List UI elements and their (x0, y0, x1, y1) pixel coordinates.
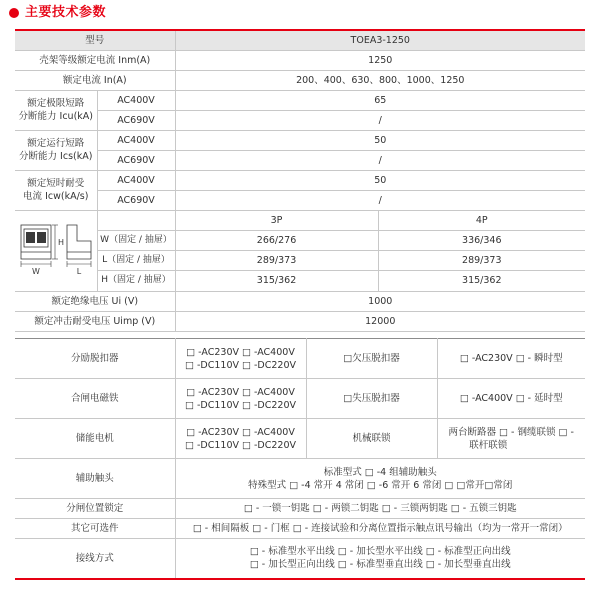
impulse-voltage-value: 12000 (175, 311, 585, 331)
motor-option-ac: □ -AC230V □ -AC400V (186, 426, 295, 438)
icw-ac690v-label: AC690V (97, 190, 175, 210)
dimension-l-4p: 289/373 (378, 251, 585, 271)
ics-ac400v-value: 50 (175, 130, 585, 150)
icw-row-ac400v (15, 170, 585, 190)
closing-coil-option-dc: □ -DC110V □ -DC220V (184, 399, 297, 411)
shunt-release-options (175, 339, 306, 379)
impulse-voltage-row (15, 311, 585, 331)
wiring-row (15, 539, 585, 579)
insulation-voltage-label: 额定绝缘电压 Ui (V) (15, 291, 175, 311)
pole-3p-header: 3P (175, 210, 378, 230)
closing-coil-label: 合闸电磁铁 (15, 379, 175, 419)
shunt-release-label: 分励脱扣器 (15, 339, 175, 379)
side-view (67, 225, 91, 259)
auxiliary-contacts-options (175, 459, 585, 499)
other-options-list: □ - 相间隔板 □ - 门框 □ - 连接试验和分离位置指示触点讯号输出（均为一常开一常闭） (175, 519, 585, 539)
dimension-row-l (15, 251, 585, 271)
mechanical-interlock-option-line1: 两台断路器 □ - 钢缆联锁 □ - (448, 426, 574, 438)
auxiliary-contacts-label: 辅助触头 (15, 459, 175, 499)
closing-coil-options (175, 379, 306, 419)
dimension-l-3p: 289/373 (175, 251, 378, 271)
frame-current-label: 壳架等级额定电流 Inm(A) (15, 50, 175, 70)
front-view-block-left (26, 232, 35, 243)
rated-current-value: 200、400、630、800、1000、1250 (175, 70, 585, 90)
icw-label (15, 170, 97, 210)
dimension-w-label: W（固定 / 抽屉） (97, 230, 175, 250)
motor-option-dc: □ -DC110V □ -DC220V (184, 439, 297, 451)
mechanical-interlock-label: 机械联锁 (306, 419, 437, 459)
dimension-h-3p: 315/362 (175, 271, 378, 291)
icu-ac690v-label: AC690V (97, 110, 175, 130)
section-heading (9, 4, 106, 22)
frame-current-value: 1250 (175, 50, 585, 70)
frame-current-row (15, 50, 585, 70)
icu-ac690v-value: / (175, 110, 585, 130)
model-value: TOEA3-1250 (175, 30, 585, 50)
icw-label-line1: 额定短时耐受 (27, 178, 85, 189)
icu-label-line2: 分断能力 Icu(kA) (18, 111, 93, 122)
icu-ac400v-label: AC400V (97, 90, 175, 110)
wiring-options (175, 539, 585, 579)
closing-coil-row (15, 379, 585, 419)
red-bullet-icon (9, 8, 19, 18)
icu-row-ac400v (15, 90, 585, 110)
icu-row-ac690v (15, 110, 585, 130)
dimension-diagram-cell (15, 210, 97, 291)
model-row (15, 30, 585, 50)
motor-options (175, 419, 306, 459)
insulation-voltage-row (15, 291, 585, 311)
impulse-voltage-label: 额定冲击耐受电压 Uimp (V) (15, 311, 175, 331)
poles-header-spacer (97, 210, 175, 230)
motor-label: 储能电机 (15, 419, 175, 459)
dimension-l-label: L（固定 / 抽屉） (97, 251, 175, 271)
dimension-w-4p: 336/346 (378, 230, 585, 250)
no-voltage-release-options: □ -AC400V □ - 延时型 (437, 379, 585, 419)
icw-row-ac690v (15, 190, 585, 210)
open-position-lock-row (15, 499, 585, 519)
dimension-row-h (15, 271, 585, 291)
other-options-row (15, 519, 585, 539)
ics-label-line1: 额定运行短路 (27, 138, 85, 149)
wiring-label: 接线方式 (15, 539, 175, 579)
mechanical-interlock-options (437, 419, 585, 459)
insulation-voltage-value: 1000 (175, 291, 585, 311)
side-view-outline (67, 225, 91, 259)
closing-coil-option-ac: □ -AC230V □ -AC400V (186, 386, 295, 398)
icu-label (15, 90, 97, 130)
front-view-outline (21, 225, 51, 259)
dimension-row-w (15, 230, 585, 250)
shunt-release-option-dc: □ -DC110V □ -DC220V (184, 359, 297, 371)
open-position-lock-options: □ - 一锁一钥匙 □ - 两锁二钥匙 □ - 三锁两钥匙 □ - 五锁三钥匙 (175, 499, 585, 519)
rated-current-label: 额定电流 In(A) (15, 70, 175, 90)
ratings-table (15, 29, 585, 332)
auxiliary-contacts-standard: 标准型式 □ -4 组辅助触头 (323, 466, 437, 478)
front-view (21, 225, 51, 259)
open-position-lock-label: 分闸位置锁定 (15, 499, 175, 519)
icu-ac400v-value: 65 (175, 90, 585, 110)
undervoltage-release-label: □欠压脱扣器 (306, 339, 437, 379)
auxiliary-contacts-special: 特殊型式 □ -4 常开 4 常闭 □ -6 常开 6 常闭 □ □常开□常闭 (248, 479, 513, 491)
dimension-drawing (15, 211, 97, 291)
ics-ac690v-label: AC690V (97, 150, 175, 170)
icw-ac690v-value: / (175, 190, 585, 210)
rated-current-row (15, 70, 585, 90)
ics-label (15, 130, 97, 170)
ics-label-line2: 分断能力 Ics(kA) (19, 151, 93, 162)
width-dimension-label: W (32, 266, 40, 276)
no-voltage-release-label: □失压脱扣器 (306, 379, 437, 419)
wiring-options-line2: □ - 加长型正向出线 □ - 标准型垂直出线 □ - 加长型垂直出线 (249, 559, 511, 571)
section-title: 主要技术参数 (25, 5, 107, 20)
accessories-table (15, 338, 585, 580)
pole-4p-header: 4P (378, 210, 585, 230)
length-dimension-label: L (76, 266, 82, 276)
mechanical-interlock-option-line2: 联杆联锁 (469, 439, 508, 451)
icu-label-line1: 额定极限短路 (27, 98, 85, 109)
shunt-release-row (15, 339, 585, 379)
front-view-block-right (37, 232, 46, 243)
shunt-release-option-ac: □ -AC230V □ -AC400V (186, 346, 295, 358)
poles-header-row (15, 210, 585, 230)
wiring-options-line1: □ - 标准型水平出线 □ - 加长型水平出线 □ - 标准型正向出线 (249, 546, 511, 558)
icw-label-line2: 电流 Icw(kA/s) (23, 191, 89, 202)
ics-ac690v-value: / (175, 150, 585, 170)
dimension-w-3p: 266/276 (175, 230, 378, 250)
ics-row-ac690v (15, 150, 585, 170)
model-label: 型号 (15, 30, 175, 50)
undervoltage-release-options: □ -AC230V □ - 瞬时型 (437, 339, 585, 379)
auxiliary-contacts-row (15, 459, 585, 499)
motor-row (15, 419, 585, 459)
icw-ac400v-label: AC400V (97, 170, 175, 190)
dimension-h-label: H（固定 / 抽屉） (97, 271, 175, 291)
icw-ac400v-value: 50 (175, 170, 585, 190)
height-dimension-label: H (57, 237, 65, 247)
other-options-label: 其它可选件 (15, 519, 175, 539)
ics-ac400v-label: AC400V (97, 130, 175, 150)
dimension-h-4p: 315/362 (378, 271, 585, 291)
ics-row-ac400v (15, 130, 585, 150)
